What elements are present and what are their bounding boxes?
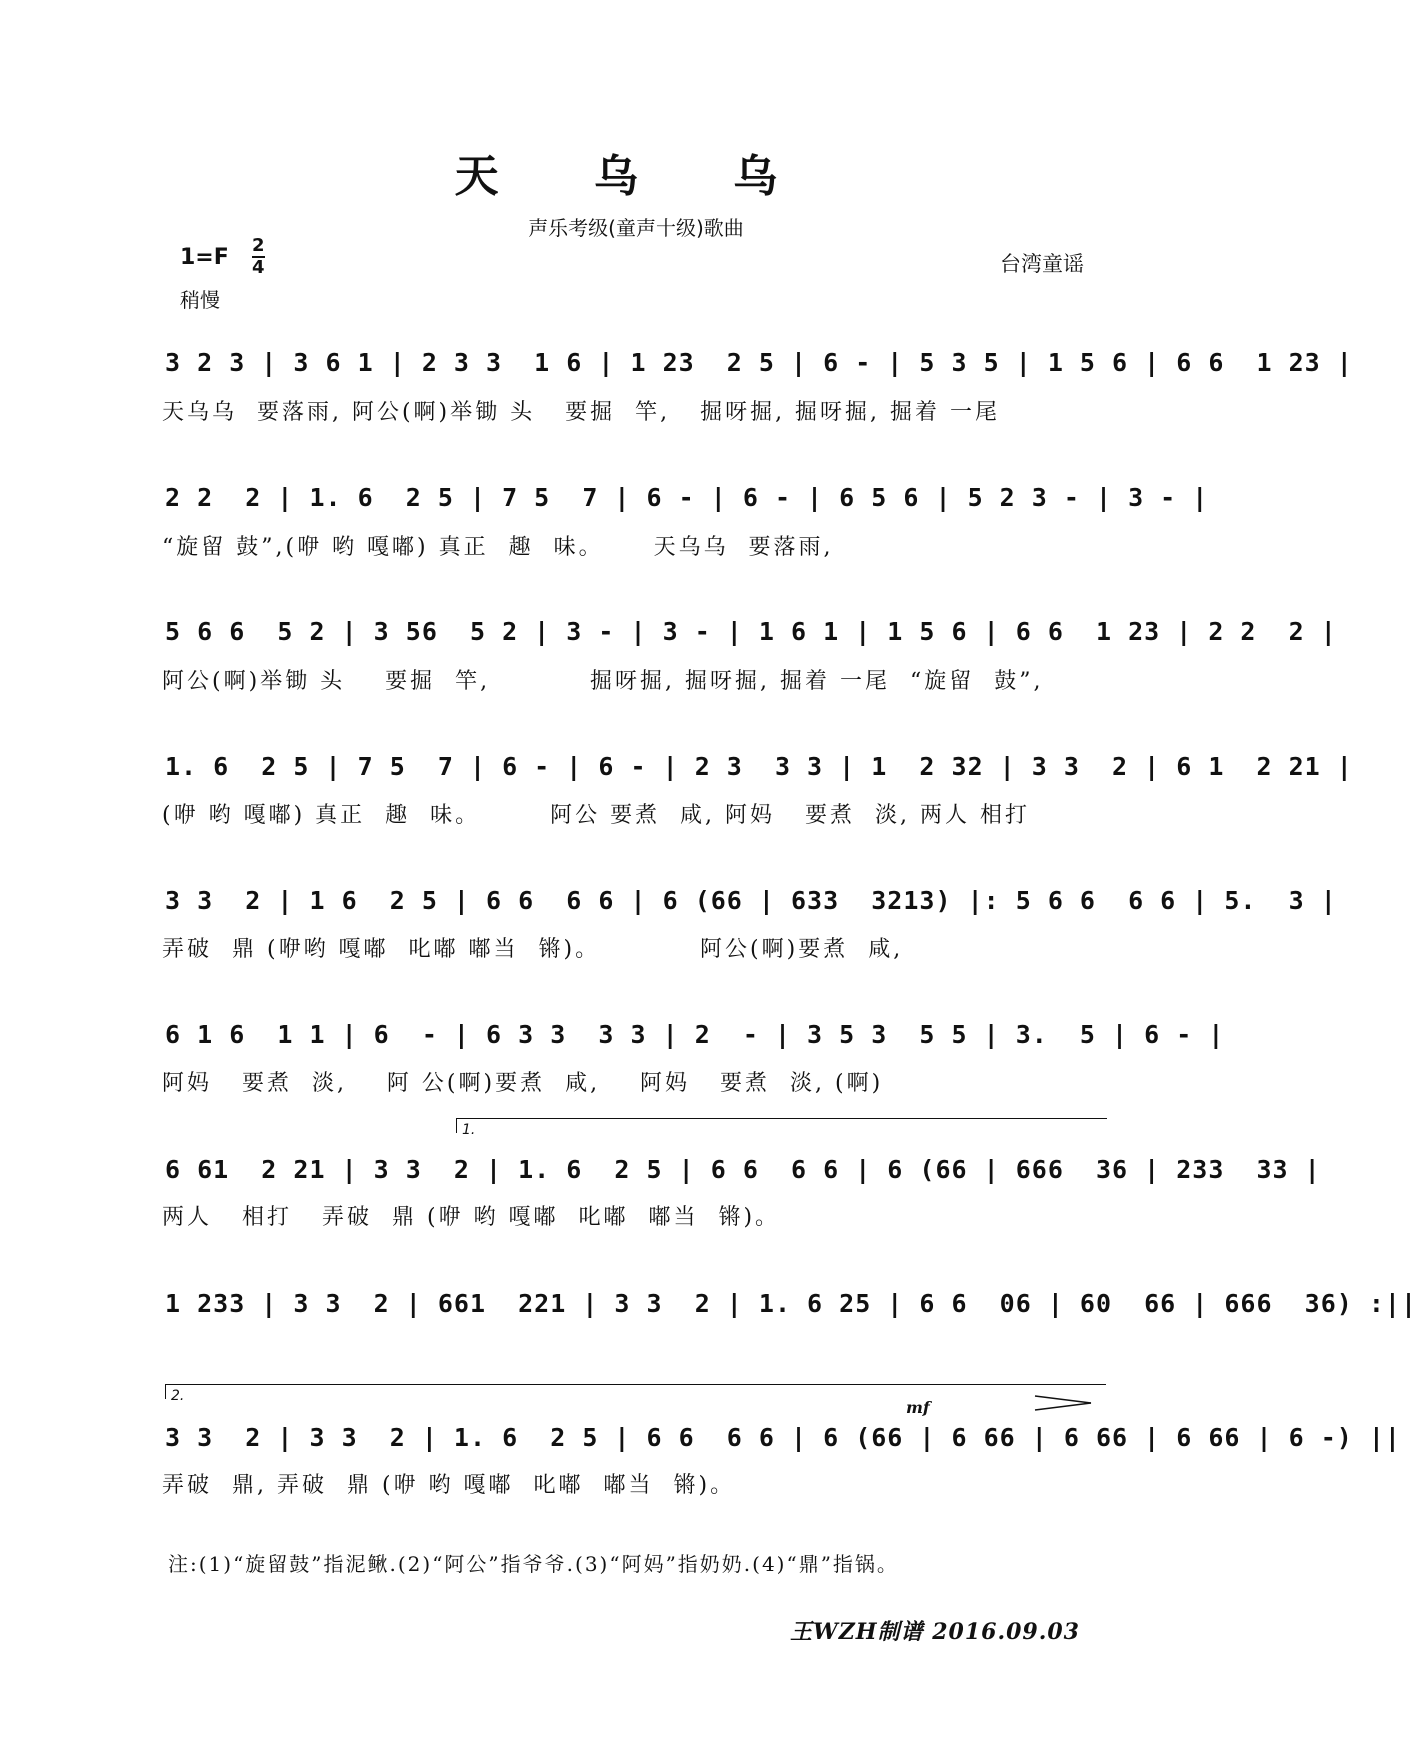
- volta-2-label: 2.: [171, 1388, 185, 1404]
- lyrics-row-3: 阿公(啊)举锄 头 要掘 竿, 掘呀掘, 掘呀掘, 掘着 一尾 “旋留 鼓”,: [162, 669, 1044, 694]
- credit-line: 王WZH制谱 2016.09.03: [790, 1619, 1080, 1645]
- time-denominator: 4: [252, 257, 265, 278]
- notation-row-3: 5 6 6 5 2 | 3 56 5 2 | 3 - | 3 - | 1 6 1 | 1 5 6 | 6 6 1 23 | 2 2 2 |: [165, 617, 1337, 646]
- dynamic-mark: mf: [906, 1398, 930, 1417]
- notation-row-5: 3 3 2 | 1 6 2 5 | 6 6 6 6 | 6 (66 | 633 3213) |: 5 6 6 6 6 | 5. 3 |: [165, 886, 1337, 915]
- origin-label: 台湾童谣: [1000, 252, 1084, 276]
- notation-row-6: 6 1 6 1 1 | 6 - | 6 3 3 3 3 | 2 - | 3 5 3 5 5 | 3. 5 | 6 - |: [165, 1020, 1225, 1049]
- lyrics-row-2: “旋留 鼓”,(咿 哟 嘎嘟) 真正 趣 味。 天乌乌 要落雨,: [162, 535, 834, 560]
- tempo-marking: 稍慢: [180, 288, 220, 312]
- volta-1-label: 1.: [462, 1122, 476, 1138]
- subtitle: 声乐考级(童声十级)歌曲: [528, 216, 744, 240]
- footnote: 注:(1)“旋留鼓”指泥鳅.(2)“阿公”指爷爷.(3)“阿妈”指奶奶.(4)“鼎”指锅。: [168, 1552, 899, 1576]
- notation-row-1: 3 2 3 | 3 6 1 | 2 3 3 1 6 | 1 23 2 5 | 6 - | 5 3 5 | 1 5 6 | 6 6 1 23 |: [165, 348, 1353, 377]
- lyrics-row-9: 弄破 鼎, 弄破 鼎 (咿 哟 嘎嘟 叱嘟 嘟当 锵)。: [162, 1473, 736, 1498]
- decrescendo-icon: [1035, 1394, 1095, 1412]
- key-signature: 1=F: [180, 245, 229, 270]
- notation-row-2: 2 2 2 | 1. 6 2 5 | 7 5 7 | 6 - | 6 - | 6 5 6 | 5 2 3 - | 3 - |: [165, 483, 1209, 512]
- lyrics-row-7: 两人 相打 弄破 鼎 (咿 哟 嘎嘟 叱嘟 嘟当 锵)。: [162, 1205, 781, 1230]
- lyrics-row-5: 弄破 鼎 (咿哟 嘎嘟 叱嘟 嘟当 锵)。 阿公(啊)要煮 咸,: [162, 937, 904, 962]
- time-numerator: 2: [252, 235, 265, 256]
- notation-row-7: 6 61 2 21 | 3 3 2 | 1. 6 2 5 | 6 6 6 6 | 6 (66 | 666 36 | 233 33 |: [165, 1155, 1321, 1184]
- volta-2-bracket: [165, 1384, 1106, 1399]
- lyrics-row-4: (咿 哟 嘎嘟) 真正 趣 味。 阿公 要煮 咸, 阿妈 要煮 淡, 两人 相打: [162, 803, 1030, 828]
- notation-row-8: 1 233 | 3 3 2 | 661 221 | 3 3 2 | 1. 6 25 | 6 6 06 | 60 66 | 666 36) :||: [165, 1289, 1417, 1318]
- notation-row-4: 1. 6 2 5 | 7 5 7 | 6 - | 6 - | 2 3 3 3 | 1 2 32 | 3 3 2 | 6 1 2 21 |: [165, 752, 1353, 781]
- notation-row-9: 3 3 2 | 3 3 2 | 1. 6 2 5 | 6 6 6 6 | 6 (66 | 6 66 | 6 66 | 6 66 | 6 -) ||: [165, 1423, 1401, 1452]
- volta-1-bracket: [456, 1118, 1107, 1133]
- time-signature: [252, 236, 265, 278]
- page-title: 天 乌 乌: [454, 151, 818, 202]
- lyrics-row-6: 阿妈 要煮 淡, 阿 公(啊)要煮 咸, 阿妈 要煮 淡, (啊): [162, 1071, 884, 1096]
- lyrics-row-1: 天乌乌 要落雨, 阿公(啊)举锄 头 要掘 竿, 掘呀掘, 掘呀掘, 掘着 一尾: [162, 400, 1001, 425]
